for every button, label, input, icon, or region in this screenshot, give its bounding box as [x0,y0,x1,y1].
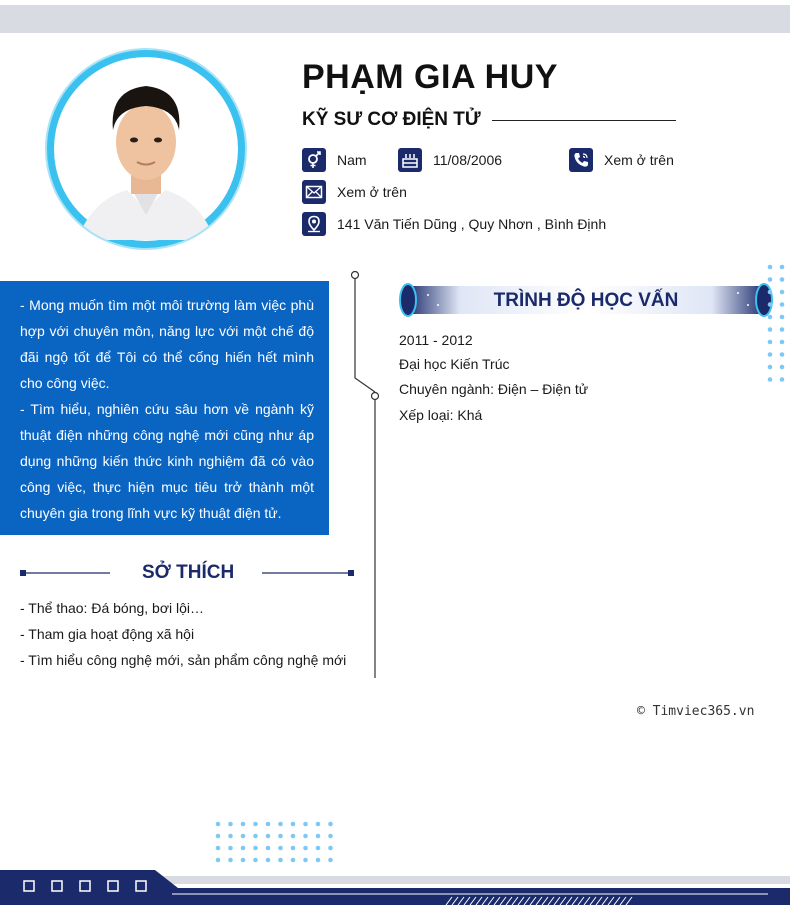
decor-dot [253,834,258,839]
decor-dot [291,846,296,851]
decor-dot [266,858,271,863]
decor-dot [768,315,773,320]
gender-row [302,148,367,172]
decor-dot [241,846,246,851]
decor-dot [780,302,785,307]
objective-paragraph-2: - Tìm hiểu, nghiên cứu sâu hơn về ngành kỹ thuật điện những công nghệ mới cũng như áp dụng những kiến thức kinh nghiệm đã có vào công việc, thực hiện mục tiêu trở thành một chuyên gia trong lĩnh vực kỹ thuật điện tử. [20,401,314,521]
copyright: © Timviec365.vn [637,704,755,719]
decor-dot [328,858,333,863]
phone-value: Xem ở trên [604,152,674,168]
hobby-item: - Tham gia hoạt động xã hội [20,626,195,642]
decor-dot [780,352,785,357]
education-title: TRÌNH ĐỘ HỌC VẤN [493,290,679,311]
decor-dot [228,822,233,827]
decor-dot [768,365,773,370]
footer-bar [0,866,800,905]
education-grade: Xếp loại: Khá [399,407,483,423]
decor-dot [316,822,321,827]
decor-dot [768,327,773,332]
decor-dot [303,846,308,851]
decor-dot [253,858,258,863]
job-title: KỸ SƯ CƠ ĐIỆN TỬ [302,109,481,130]
phone-row [569,148,674,172]
decor-dot [768,290,773,295]
decor-dot [278,822,283,827]
decor-dot [780,327,785,332]
decor-dot [216,822,221,827]
decor-dot [316,846,321,851]
birthday-cake-icon [398,148,422,172]
decor-dot [328,834,333,839]
birthday-row [398,148,502,172]
hobby-item: - Thể thao: Đá bóng, bơi lội… [20,600,205,616]
decor-dot [278,858,283,863]
decor-dot [291,834,296,839]
decor-dot [216,846,221,851]
decor-dot [768,277,773,282]
education-period: 2011 - 2012 [399,332,473,348]
decor-dot [291,858,296,863]
decor-dot [278,846,283,851]
decor-dot [291,822,296,827]
decor-dot [216,834,221,839]
education-major: Chuyên ngành: Điện – Điện tử [399,381,589,397]
email-row [302,180,407,204]
decor-dot [241,834,246,839]
decor-dot [241,858,246,863]
decor-dot [316,858,321,863]
decor-dot [768,302,773,307]
email-value: Xem ở trên [337,184,407,200]
decor-dot [780,340,785,345]
decor-dot [780,365,785,370]
hobby-item: - Tìm hiểu công nghệ mới, sản phẩm công nghệ mới [20,652,347,668]
birthday-value: 11/08/2006 [433,152,503,168]
decor-dot [266,834,271,839]
decor-dot [303,834,308,839]
decor-dot [780,315,785,320]
decor-dot [768,352,773,357]
objective-paragraph-1: - Mong muốn tìm một môi trường làm việc phù hợp với chuyên môn, năng lực với một chế độ đãi ngộ tốt để Tôi có thể cống hiến hết mình cho công việc. [20,297,314,391]
decor-dot [303,822,308,827]
decor-dot [228,858,233,863]
avatar [45,48,247,250]
address-row [302,212,606,236]
decor-dot [303,858,308,863]
top-decor-bar [0,5,790,33]
address-value: 141 Văn Tiến Dũng , Quy Nhơn , Bình Định [337,216,607,232]
decor-dot [316,834,321,839]
decor-dot [780,377,785,382]
decor-dot [328,822,333,827]
gender-icon [302,148,326,172]
decor-dots-bottom [214,820,340,864]
education-school: Đại học Kiến Trúc [399,356,510,372]
decor-dot [780,277,785,282]
decor-dot [780,265,785,270]
full-name: PHẠM GIA HUY [302,58,558,96]
decor-dot [278,834,283,839]
decor-dot [228,846,233,851]
decor-dot [228,834,233,839]
decor-dot [768,265,773,270]
decor-dot [241,822,246,827]
location-icon [302,212,326,236]
timeline-connector [344,268,384,680]
gender-value: Nam [337,152,367,168]
decor-dot [266,822,271,827]
career-objective-box [0,281,329,535]
decor-dot [253,846,258,851]
job-title-divider [492,120,676,121]
decor-dot [253,822,258,827]
hobbies-title: SỞ THÍCH [142,562,235,583]
decor-dot [780,290,785,295]
decor-dot [768,340,773,345]
decor-dots-right [766,263,788,387]
decor-dot [768,377,773,382]
decor-dot [328,846,333,851]
phone-icon [569,148,593,172]
email-icon [302,180,326,204]
decor-dot [266,846,271,851]
decor-dot [216,858,221,863]
